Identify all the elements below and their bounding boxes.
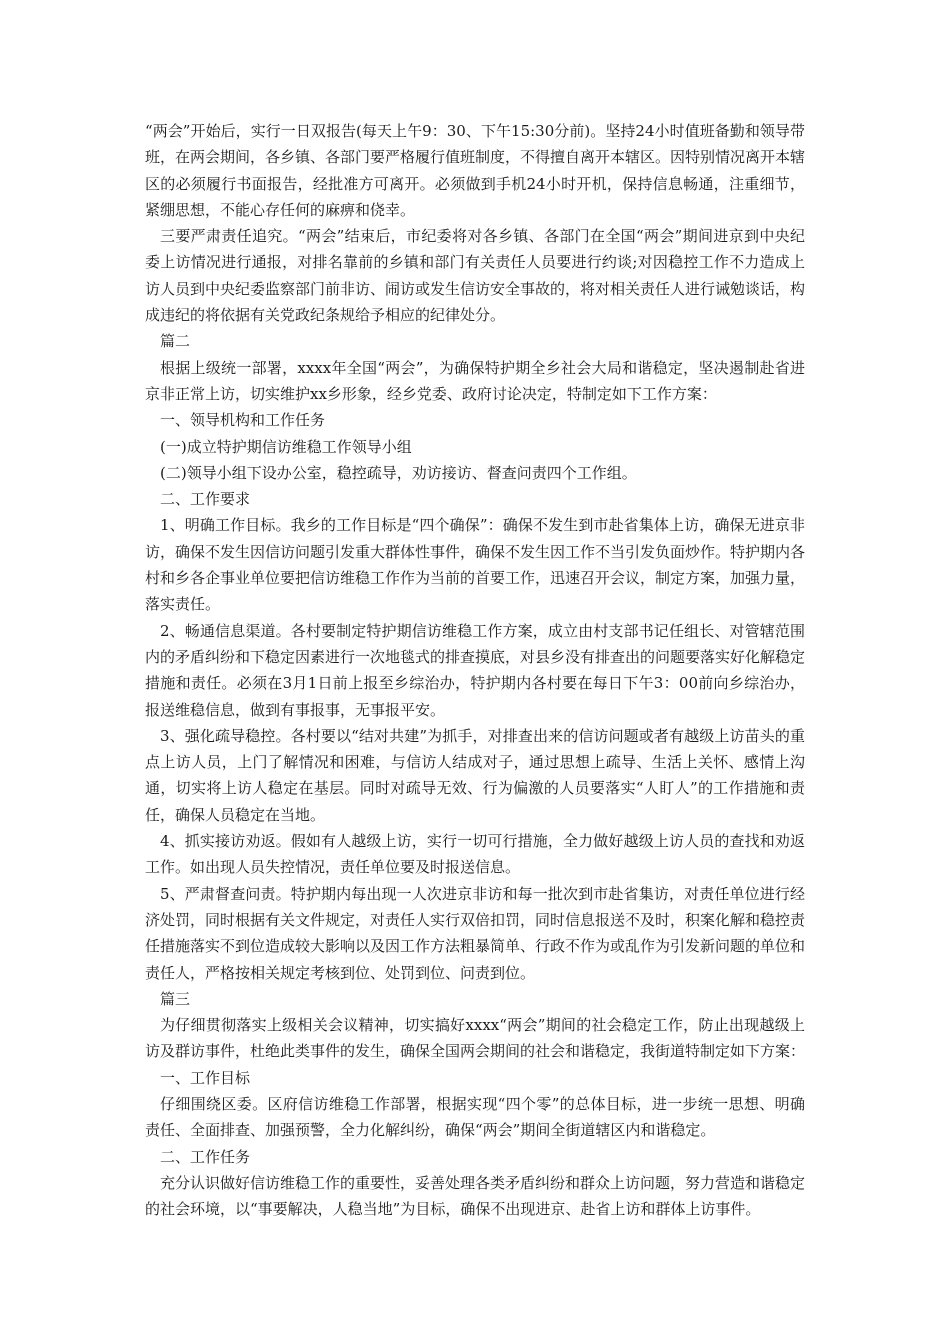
paragraph: 5、严肃督查问责。特护期内每出现一人次进京非访和每一批次到市赴省集访，对责任单位进行经济处罚，同时根据有关文件规定，对责任人实行双倍扣罚，同时信息报送不及时，积案化解和稳控责任措施落实不到位造成较大影响以及因工作方法粗暴简单、行政不作为或乱作为引发新问题的单位和责任人，严格按相关规定考核到位、处罚到位、问责到位。 <box>145 884 806 982</box>
paragraph: 三要严肃责任追究。“两会”结束后，市纪委将对各乡镇、各部门在全国“两会”期间进京到中央纪委上访情况进行通报，对排名靠前的乡镇和部门有关责任人员要进行约谈;对因稳控工作不力造成上访人员到中央纪委监察部门前非访、闹访或发生信访安全事故的，将对相关责任人进行诫勉谈话，构成违纪的将依据有关党政纪条规给予相应的纪律处分。 <box>145 227 806 325</box>
paragraph: 仔细围绕区委。区府信访维稳工作部署，根据实现“四个零”的总体目标，进一步统一思想、明确责任、全面排查、加强预警，全力化解纠纷，确保“两会”期间全街道辖区内和谐稳定。 <box>145 1094 805 1140</box>
subsection-heading: 二、工作要求 <box>160 490 251 509</box>
paragraph: 4、抓实接访劝返。假如有人越级上访，实行一切可行措施，全力做好越级上访人员的查找和劝返工作。如出现人员失控情况，责任单位要及时报送信息。 <box>145 832 805 877</box>
paragraph: (二)领导小组下设办公室，稳控疏导，劝访接访、督查问责四个工作组。 <box>160 463 637 482</box>
section-heading: 篇三 <box>160 989 191 1008</box>
paragraph: 3、强化疏导稳控。各村要以“结对共建”为抓手，对排查出来的信访问题或者有越级上访苗头的重点上访人员，上门了解情况和困难，与信访人结成对子，通过思想上疏导、生活上关怀、感情上沟通，切实将上访人稳定在基层。同时对疏导无效、行为偏激的人员要落实“人盯人”的工作措施和责任，确保人员稳定在当地。 <box>145 726 805 824</box>
section-heading: 篇二 <box>160 332 191 351</box>
paragraph: (一)成立特护期信访维稳工作领导小组 <box>160 437 412 456</box>
subsection-heading: 一、工作目标 <box>160 1068 251 1087</box>
paragraph: 为仔细贯彻落实上级相关会议精神，切实搞好xxxx“两会”期间的社会稳定工作，防止出现越级上访及群访事件，杜绝此类事件的发生，确保全国两会期间的社会和谐稳定，我街道特制定如下方案： <box>145 1016 806 1061</box>
paragraph: 1、明确工作目标。我乡的工作目标是“四个确保”：确保不发生到市赴省集体上访，确保无进京非访，确保不发生因信访问题引发重大群体性事件，确保不发生因工作不当引发负面炒作。特护期内各村和乡各企事业单位要把信访维稳工作作为当前的首要工作，迅速召开会议，制定方案，加强力量，落实责任。 <box>145 516 806 614</box>
paragraph: 充分认识做好信访维稳工作的重要性，妥善处理各类矛盾纠纷和群众上访问题，努力营造和谐稳定的社会环境，以“事要解决，人稳当地”为目标，确保不出现进京、赴省上访和群体上访事件。 <box>145 1173 806 1219</box>
subsection-heading: 二、工作任务 <box>160 1147 251 1166</box>
paragraph: 2、畅通信息渠道。各村要制定特护期信访维稳工作方案，成立由村支部书记任组长、对管辖范围内的矛盾纠纷和下稳定因素进行一次地毯式的排查摸底，对县乡没有排查出的问题要落实好化解稳定措施和责任。必须在3月1日前上报至乡综治办，特护期内各村要在每日下午3：00前向乡综治办，报送维稳信息，做到有事报事，无事报平安。 <box>145 621 806 719</box>
document-body <box>145 118 805 1222</box>
subsection-heading: 一、领导机构和工作任务 <box>160 411 326 430</box>
paragraph: 根据上级统一部署，xxxx年全国“两会”，为确保特护期全乡社会大局和谐稳定，坚决遏制赴省进京非正常上访，切实维护xx乡形象，经乡党委、政府讨论决定，特制定如下工作方案： <box>145 358 805 403</box>
paragraph: “两会”开始后，实行一日双报告(每天上午9：30、下午15:30分前)。坚持24小时值班备勤和领导带班，在两会期间，各乡镇、各部门要严格履行值班制度，不得擅自离开本辖区。因特别情况离开本辖区的必须履行书面报告，经批准方可离开。必须做到手机24小时开机，保持信息畅通，注重细节，紧绷思想，不能心存任何的麻痹和侥幸。 <box>145 122 806 219</box>
